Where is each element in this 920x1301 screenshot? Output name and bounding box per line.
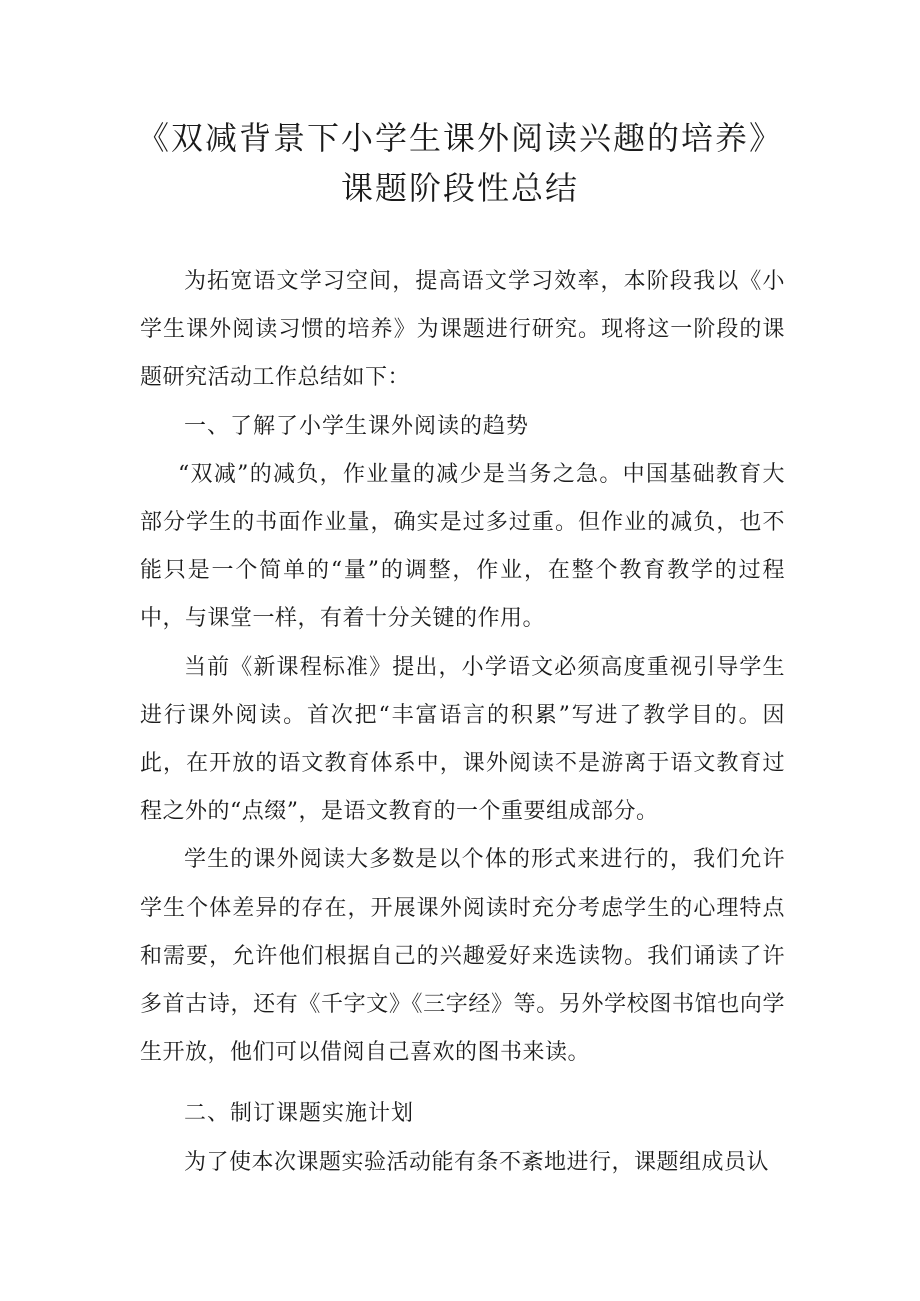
paragraph-double-reduction: “双减”的减负，作业量的减少是当务之急。中国基础教育大部分学生的书面作业量，确实是过多过重。但作业的减负，也不能只是一个简单的“量”的调整，作业，在整个教育教学的过程中，与课堂一样，有着十分关键的作用。 — [140, 461, 785, 632]
paragraph-plan: 为了使本次课题实验活动能有条不紊地进行，课题组成员认 — [184, 1149, 770, 1175]
section-heading-1: 一、了解了小学生课外阅读的趋势 — [184, 413, 530, 439]
paragraph-intro: 为拓宽语文学习空间，提高语文学习效率，本阶段我以《小学生课外阅读习惯的培养》为课题进行研究。现将这一阶段的课题研究活动工作总结如下： — [140, 269, 785, 391]
document-title-line-1: 《双减背景下小学生课外阅读兴趣的培养》 — [136, 119, 783, 157]
paragraph-new-curriculum: 当前《新课程标准》提出，小学语文必须高度重视引导学生进行课外阅读。首次把“丰富语言的积累”写进了教学目的。因此，在开放的语文教育体系中，课外阅读不是游离于语文教育过程之外的“点缀”，是语文教育的一个重要组成部分。 — [140, 654, 785, 825]
section-heading-2: 二、制订课题实施计划 — [184, 1101, 415, 1127]
document-body — [140, 258, 785, 1187]
paragraph-individual-reading: 学生的课外阅读大多数是以个体的形式来进行的，我们允许学生个体差异的存在，开展课外阅读时充分考虑学生的心理特点和需要，允许他们根据自己的兴趣爱好来选读物。我们诵读了许多首古诗，还有《千字文》《三字经》等。另外学校图书馆也向学生开放，他们可以借阅自己喜欢的图书来读。 — [140, 847, 785, 1066]
document-title-line-2: 课题阶段性总结 — [340, 169, 579, 207]
